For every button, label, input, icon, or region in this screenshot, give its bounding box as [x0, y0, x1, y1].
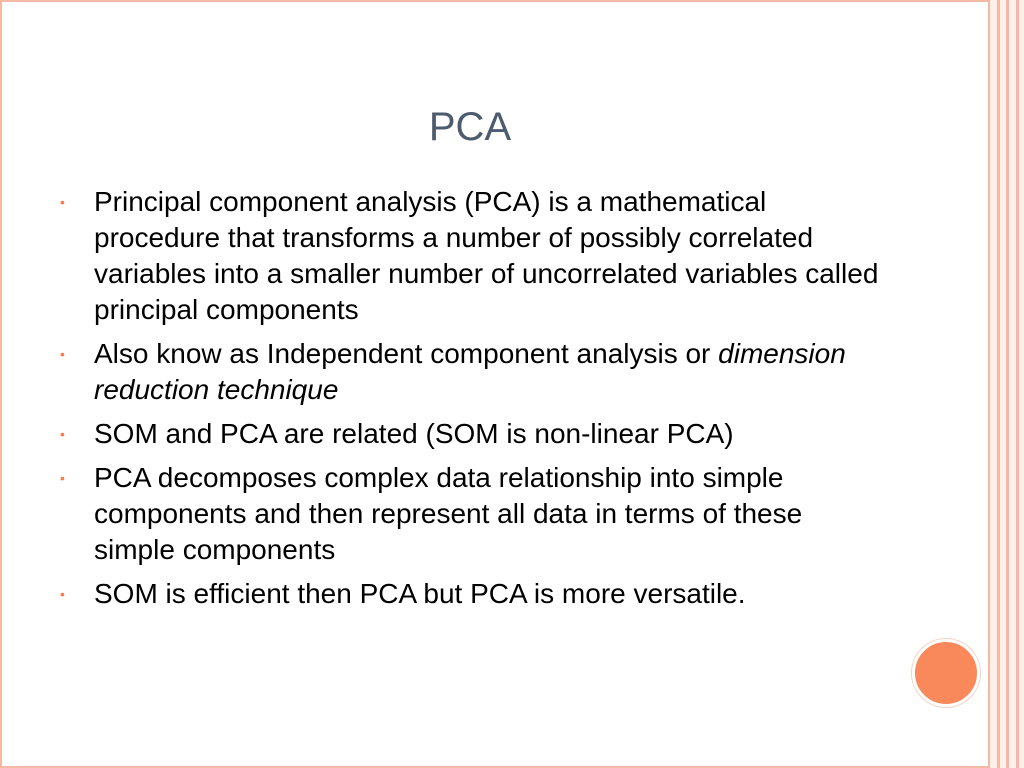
bullet-text: PCA decomposes complex data relationship into simple components and then represent all data in terms of these simple components: [94, 462, 803, 565]
bullet-item: [60, 184, 890, 328]
slide-title: PCA: [428, 105, 512, 149]
bullet-text: SOM is efficient then PCA but PCA is more versatile.: [94, 578, 746, 609]
decor-stripe: [997, 0, 1000, 768]
bullet-item: [60, 460, 890, 568]
decor-stripe: [1006, 0, 1009, 768]
decor-stripe: [1016, 0, 1019, 768]
bullet-icon: •: [60, 586, 65, 602]
bullet-item: [60, 336, 890, 408]
bullet-icon: •: [60, 194, 65, 210]
bullet-item: [60, 416, 890, 452]
decor-gap: [990, 0, 997, 768]
decor-stripe: [988, 0, 990, 768]
bullet-text: Principal component analysis (PCA) is a mathematical procedure that transforms a number of possibly correlated variables into a smaller number of uncorrelated variables called principal components: [94, 186, 879, 325]
bullet-icon: •: [60, 426, 65, 442]
bullet-text: SOM and PCA are related (SOM is non-linear PCA): [94, 418, 734, 449]
decor-gap: [1009, 0, 1016, 768]
decor-circle-icon: [912, 639, 980, 707]
decor-gap: [1019, 0, 1024, 768]
bullet-list: [60, 184, 890, 620]
bullet-icon: •: [60, 346, 65, 362]
bullet-text: Also know as Independent component analysis or: [94, 338, 719, 369]
bullet-emphasis: dimension reduction technique: [94, 338, 846, 405]
bullet-item: [60, 576, 890, 612]
bullet-icon: •: [60, 470, 65, 486]
